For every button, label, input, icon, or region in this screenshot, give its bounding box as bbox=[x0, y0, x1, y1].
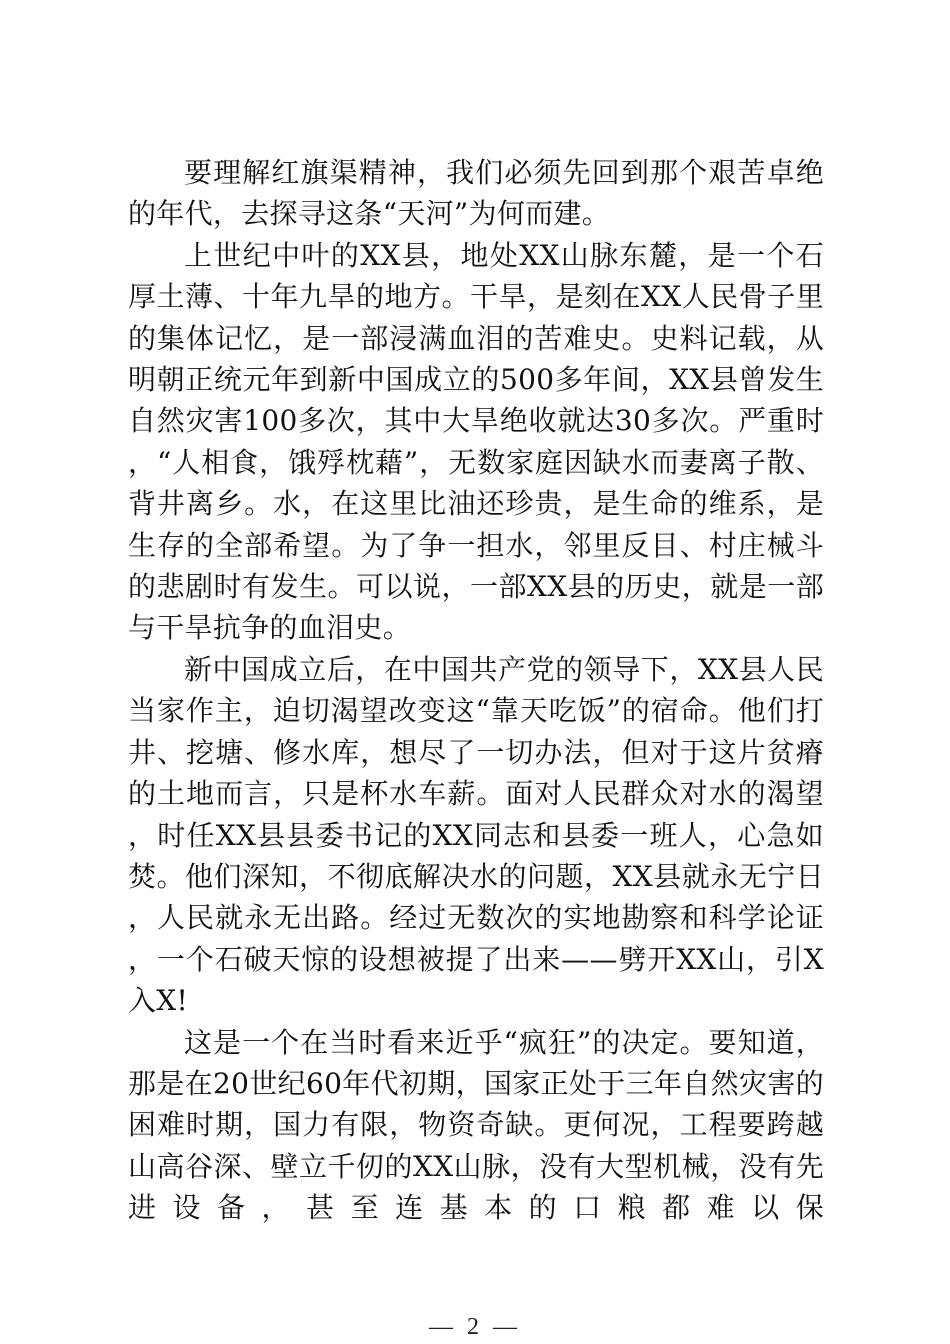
page-number: — 2 — bbox=[429, 1314, 521, 1340]
paragraph-4: 这是一个在当时看来近乎“疯狂”的决定。要知道，那是在20世纪60年代初期，国家正处于三年自然灾害的困难时期，国力有限，物资奇缺。更何况，工程要跨越山高谷深、壁立千仞的XX山脉，没有大型机械，没有先进设备，甚至连基本的口粮都难以保 bbox=[128, 1025, 824, 1225]
document-body bbox=[128, 152, 824, 1229]
paragraph-2: 上世纪中叶的XX县，地处XX山脉东麓，是一个石厚土薄、十年九旱的地方。干旱，是刻在XX人民骨子里的集体记忆，是一部浸满血泪的苦难史。史料记载，从明朝正统元年到新中国成立的500多年间，XX县曾发生自然灾害100多次，其中大旱绝收就达30多次。严重时，“人相食，饿殍枕藉”，无数家庭因缺水而妻离子散、背井离乡。水，在这里比油还珍贵，是生命的维系，是生存的全部希望。为了争一担水，邻里反目、村庄械斗的悲剧时有发生。可以说，一部XX县的历史，就是一部与干旱抗争的血泪史。 bbox=[128, 238, 824, 645]
paragraph-3: 新中国成立后，在中国共产党的领导下，XX县人民当家作主，迫切渴望改变这“靠天吃饭”的宿命。他们打井、挖塘、修水库，想尽了一切办法，但对于这片贫瘠的土地而言，只是杯水车薪。面对人民群众对水的渴望，时任XX县县委书记的XX同志和县委一班人，心急如焚。他们深知，不彻底解决水的问题，XX县就永无宁日，人民就永无出路。经过无数次的实地勘察和科学论证，一个石破天惊的设想被提了出来——劈开XX山，引X入X! bbox=[128, 652, 824, 1018]
paragraph-1: 要理解红旗渠精神，我们必须先回到那个艰苦卓绝的年代，去探寻这条“天河”为何而建。 bbox=[128, 156, 824, 231]
